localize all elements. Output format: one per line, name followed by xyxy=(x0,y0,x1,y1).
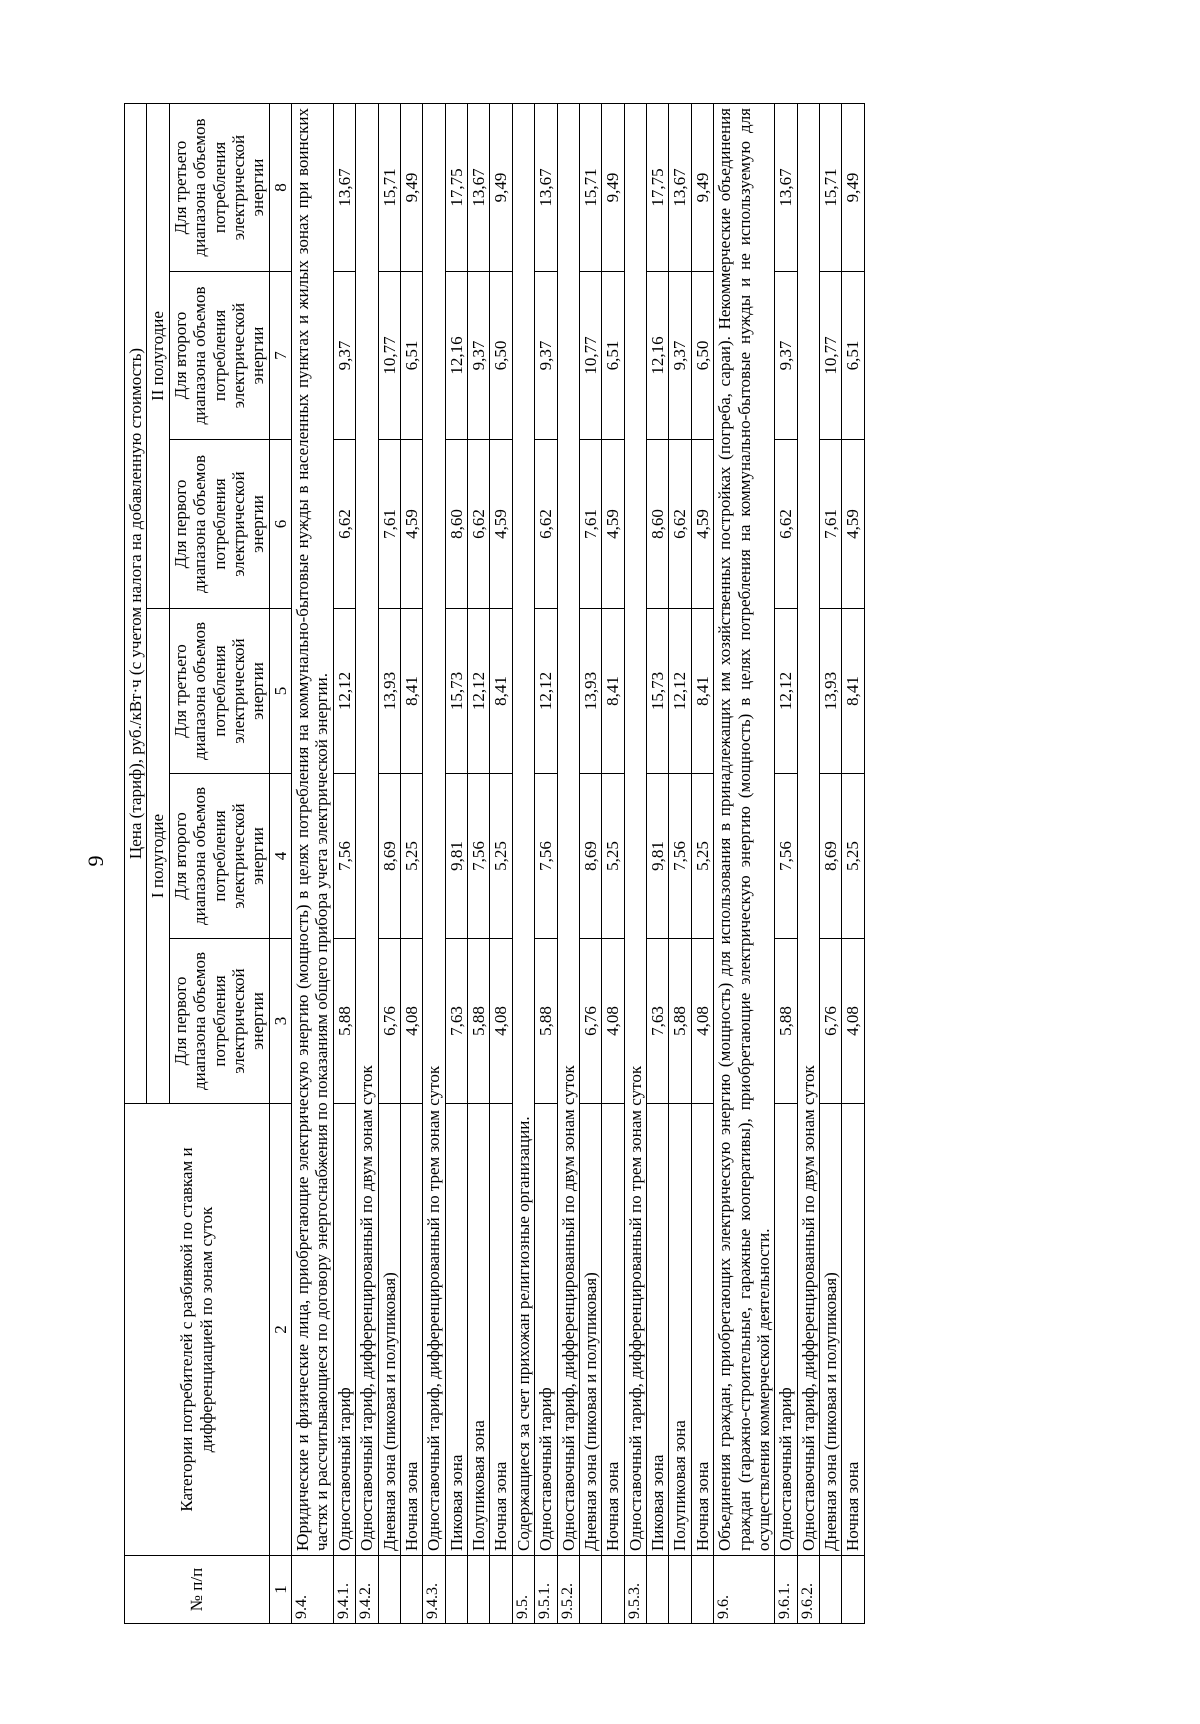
price-cell: 15,73 xyxy=(445,609,467,774)
price-cell: 12,12 xyxy=(535,609,557,774)
price-cell: 9,49 xyxy=(400,104,422,272)
price-cell: 6,51 xyxy=(400,272,422,440)
price-cell: 4,59 xyxy=(691,440,713,609)
section-description: Содержащиеся за счет прихожан религиозные организации. xyxy=(512,104,534,1556)
price-cell: 9,49 xyxy=(691,104,713,272)
page-number: 9 xyxy=(83,855,108,867)
table-row xyxy=(647,104,669,1624)
table-row xyxy=(333,104,355,1624)
price-cell: 7,61 xyxy=(820,440,842,609)
section-description: Объединения граждан, приобретающих электрическую энергию (мощность) для использования в принадлежащих им хозяйственных постройках (погреба, сараи). Некоммерческие объединения граждан (гаражно-строительные, гаражные кооперативы), приобретающие электрическую энергию (мощность) в целях потребления на коммунально-бытовые нужды и не используемую для осуществления коммерческой деятельности. xyxy=(714,104,775,1556)
row-number: 9.5.3. xyxy=(624,1556,646,1624)
row-number xyxy=(579,1556,601,1624)
price-cell: 5,88 xyxy=(775,939,797,1104)
price-cell: 7,56 xyxy=(669,774,691,939)
index-cell: 5 xyxy=(269,609,291,774)
price-cell: 12,16 xyxy=(647,272,669,440)
price-cell: 4,08 xyxy=(490,939,512,1104)
header-price-title: Цена (тариф), руб./кВт·ч (с учетом налога на добавленную стоимость) xyxy=(125,104,147,1104)
row-label: Полупиковая зона xyxy=(468,1104,490,1556)
row-number xyxy=(842,1556,864,1624)
row-number xyxy=(669,1556,691,1624)
index-cell: 8 xyxy=(269,104,291,272)
header-range-2: Для второго диапазона объемов потребления электрической энергии xyxy=(169,272,269,440)
table-row xyxy=(445,104,467,1624)
subsection-row xyxy=(797,104,819,1624)
price-cell: 6,62 xyxy=(333,440,355,609)
section-row xyxy=(292,104,334,1624)
section-row xyxy=(512,104,534,1624)
price-cell: 6,51 xyxy=(842,272,864,440)
subsection-title: Одноставочный тариф, дифференцированный по двум зонам суток xyxy=(557,104,579,1556)
price-cell: 6,50 xyxy=(490,272,512,440)
price-cell: 8,41 xyxy=(691,609,713,774)
price-cell: 5,88 xyxy=(468,939,490,1104)
price-cell: 6,76 xyxy=(579,939,601,1104)
price-cell: 10,77 xyxy=(378,272,400,440)
index-row xyxy=(269,104,291,1624)
row-number xyxy=(400,1556,422,1624)
price-cell: 8,69 xyxy=(820,774,842,939)
row-number xyxy=(691,1556,713,1624)
row-label: Пиковая зона xyxy=(445,1104,467,1556)
table-row xyxy=(669,104,691,1624)
price-cell: 9,37 xyxy=(669,272,691,440)
rotated-table-container xyxy=(124,104,1094,1624)
subsection-title: Одноставочный тариф, дифференцированный по двум зонам суток xyxy=(356,104,378,1556)
price-cell: 8,41 xyxy=(490,609,512,774)
price-cell: 8,60 xyxy=(445,440,467,609)
price-cell: 5,25 xyxy=(691,774,713,939)
row-number xyxy=(820,1556,842,1624)
table-row xyxy=(378,104,400,1624)
price-cell: 4,59 xyxy=(842,440,864,609)
price-cell: 6,62 xyxy=(535,440,557,609)
index-cell: 2 xyxy=(269,1104,291,1556)
row-label: Ночная зона xyxy=(602,1104,624,1556)
price-cell: 4,59 xyxy=(400,440,422,609)
row-number: 9.6. xyxy=(714,1556,775,1624)
price-cell: 12,12 xyxy=(468,609,490,774)
row-number xyxy=(602,1556,624,1624)
price-cell: 5,88 xyxy=(669,939,691,1104)
price-cell: 13,67 xyxy=(535,104,557,272)
price-cell: 13,93 xyxy=(820,609,842,774)
row-number xyxy=(490,1556,512,1624)
subsection-row xyxy=(356,104,378,1624)
price-cell: 9,81 xyxy=(445,774,467,939)
price-cell: 15,71 xyxy=(820,104,842,272)
price-cell: 7,56 xyxy=(333,774,355,939)
price-cell: 5,25 xyxy=(400,774,422,939)
section-row xyxy=(714,104,775,1624)
row-label: Ночная зона xyxy=(400,1104,422,1556)
price-cell: 5,25 xyxy=(602,774,624,939)
price-cell: 17,75 xyxy=(647,104,669,272)
price-cell: 15,71 xyxy=(579,104,601,272)
price-cell: 12,12 xyxy=(669,609,691,774)
row-number: 9.5. xyxy=(512,1556,534,1624)
price-cell: 13,67 xyxy=(669,104,691,272)
price-cell: 12,12 xyxy=(775,609,797,774)
price-cell: 6,62 xyxy=(775,440,797,609)
index-cell: 6 xyxy=(269,440,291,609)
price-cell: 5,25 xyxy=(490,774,512,939)
price-cell: 13,93 xyxy=(378,609,400,774)
row-label: Ночная зона xyxy=(691,1104,713,1556)
price-cell: 4,08 xyxy=(842,939,864,1104)
subsection-title: Одноставочный тариф, дифференцированный по трем зонам суток xyxy=(423,104,445,1556)
subsection-title: Одноставочный тариф, дифференцированный по трем зонам суток xyxy=(624,104,646,1556)
price-cell: 15,71 xyxy=(378,104,400,272)
header-num: № п/п xyxy=(125,1556,270,1624)
price-cell: 12,16 xyxy=(445,272,467,440)
table-row xyxy=(691,104,713,1624)
row-number: 9.5.1. xyxy=(535,1556,557,1624)
price-cell: 9,37 xyxy=(333,272,355,440)
table-row xyxy=(490,104,512,1624)
price-cell: 9,49 xyxy=(602,104,624,272)
subsection-row xyxy=(423,104,445,1624)
price-cell: 10,77 xyxy=(820,272,842,440)
index-cell: 1 xyxy=(269,1556,291,1624)
row-label: Дневная зона (пиковая и полупиковая) xyxy=(378,1104,400,1556)
price-cell: 7,56 xyxy=(535,774,557,939)
index-cell: 7 xyxy=(269,272,291,440)
table-row xyxy=(842,104,864,1624)
price-cell: 13,93 xyxy=(579,609,601,774)
price-cell: 8,60 xyxy=(647,440,669,609)
price-cell: 9,37 xyxy=(775,272,797,440)
price-cell: 4,59 xyxy=(490,440,512,609)
price-cell: 4,08 xyxy=(400,939,422,1104)
row-label: Пиковая зона xyxy=(647,1104,669,1556)
row-number xyxy=(378,1556,400,1624)
header-half-1: I полугодие xyxy=(147,609,169,1104)
price-cell: 4,59 xyxy=(602,440,624,609)
table-row xyxy=(535,104,557,1624)
row-number xyxy=(445,1556,467,1624)
price-cell: 5,88 xyxy=(535,939,557,1104)
price-cell: 13,67 xyxy=(333,104,355,272)
subsection-title: Одноставочный тариф, дифференцированный по двум зонам суток xyxy=(797,104,819,1556)
row-label: Ночная зона xyxy=(490,1104,512,1556)
price-cell: 6,50 xyxy=(691,272,713,440)
price-cell: 15,73 xyxy=(647,609,669,774)
price-cell: 7,56 xyxy=(775,774,797,939)
table-row xyxy=(602,104,624,1624)
price-cell: 6,62 xyxy=(468,440,490,609)
price-cell: 9,49 xyxy=(842,104,864,272)
tariff-table xyxy=(124,103,865,1624)
row-label: Одноставочный тариф xyxy=(775,1104,797,1556)
price-cell: 13,67 xyxy=(775,104,797,272)
price-cell: 8,41 xyxy=(842,609,864,774)
header-range-1: Для первого диапазона объемов потребления электрической энергии xyxy=(169,440,269,609)
subsection-row xyxy=(624,104,646,1624)
price-cell: 7,61 xyxy=(579,440,601,609)
header-category: Категории потребителей с разбивкой по ставкам и дифференциацией по зонам суток xyxy=(125,1104,270,1556)
row-number: 9.5.2. xyxy=(557,1556,579,1624)
price-cell: 8,69 xyxy=(378,774,400,939)
table-row xyxy=(579,104,601,1624)
price-cell: 7,61 xyxy=(378,440,400,609)
row-number xyxy=(468,1556,490,1624)
price-cell: 12,12 xyxy=(333,609,355,774)
price-cell: 10,77 xyxy=(579,272,601,440)
price-cell: 6,76 xyxy=(378,939,400,1104)
row-label: Дневная зона (пиковая и полупиковая) xyxy=(820,1104,842,1556)
price-cell: 8,69 xyxy=(579,774,601,939)
section-description: Юридические и физические лица, приобретающие электрическую энергию (мощность) в целях потребления на коммунально-бытовые нужды в населенных пунктах и жилых зонах при воинских частях и рассчитывающиеся по договору энергоснабжения по показаниям общего прибора учета электрической энергии. xyxy=(292,104,334,1556)
price-cell: 7,63 xyxy=(647,939,669,1104)
table-row xyxy=(820,104,842,1624)
price-cell: 9,81 xyxy=(647,774,669,939)
table-row xyxy=(400,104,422,1624)
price-cell: 9,37 xyxy=(468,272,490,440)
price-cell: 8,41 xyxy=(400,609,422,774)
price-cell: 7,56 xyxy=(468,774,490,939)
price-cell: 9,37 xyxy=(535,272,557,440)
price-cell: 8,41 xyxy=(602,609,624,774)
row-label: Дневная зона (пиковая и полупиковая) xyxy=(579,1104,601,1556)
price-cell: 5,25 xyxy=(842,774,864,939)
table-body xyxy=(292,104,865,1624)
index-cell: 3 xyxy=(269,939,291,1104)
price-cell: 17,75 xyxy=(445,104,467,272)
row-label: Одноставочный тариф xyxy=(333,1104,355,1556)
price-cell: 13,67 xyxy=(468,104,490,272)
price-cell: 5,88 xyxy=(333,939,355,1104)
row-number: 9.6.1. xyxy=(775,1556,797,1624)
header-range-3: Для третьего диапазона объемов потребления электрической энергии xyxy=(169,609,269,774)
price-cell: 4,08 xyxy=(691,939,713,1104)
price-cell: 4,08 xyxy=(602,939,624,1104)
table-row xyxy=(468,104,490,1624)
row-number: 9.4.3. xyxy=(423,1556,445,1624)
price-cell: 6,51 xyxy=(602,272,624,440)
index-cell: 4 xyxy=(269,774,291,939)
row-number xyxy=(647,1556,669,1624)
header-range-3: Для третьего диапазона объемов потребления электрической энергии xyxy=(169,104,269,272)
row-number: 9.4. xyxy=(292,1556,334,1624)
row-number: 9.4.1. xyxy=(333,1556,355,1624)
price-cell: 7,63 xyxy=(445,939,467,1104)
row-label: Полупиковая зона xyxy=(669,1104,691,1556)
header-range-2: Для второго диапазона объемов потребления электрической энергии xyxy=(169,774,269,939)
subsection-row xyxy=(557,104,579,1624)
price-cell: 6,76 xyxy=(820,939,842,1104)
header-range-1: Для первого диапазона объемов потребления электрической энергии xyxy=(169,939,269,1104)
row-label: Одноставочный тариф xyxy=(535,1104,557,1556)
header-half-2: II полугодие xyxy=(147,104,169,609)
price-cell: 6,62 xyxy=(669,440,691,609)
row-number: 9.4.2. xyxy=(356,1556,378,1624)
table-row xyxy=(775,104,797,1624)
price-cell: 9,49 xyxy=(490,104,512,272)
row-label: Ночная зона xyxy=(842,1104,864,1556)
row-number: 9.6.2. xyxy=(797,1556,819,1624)
